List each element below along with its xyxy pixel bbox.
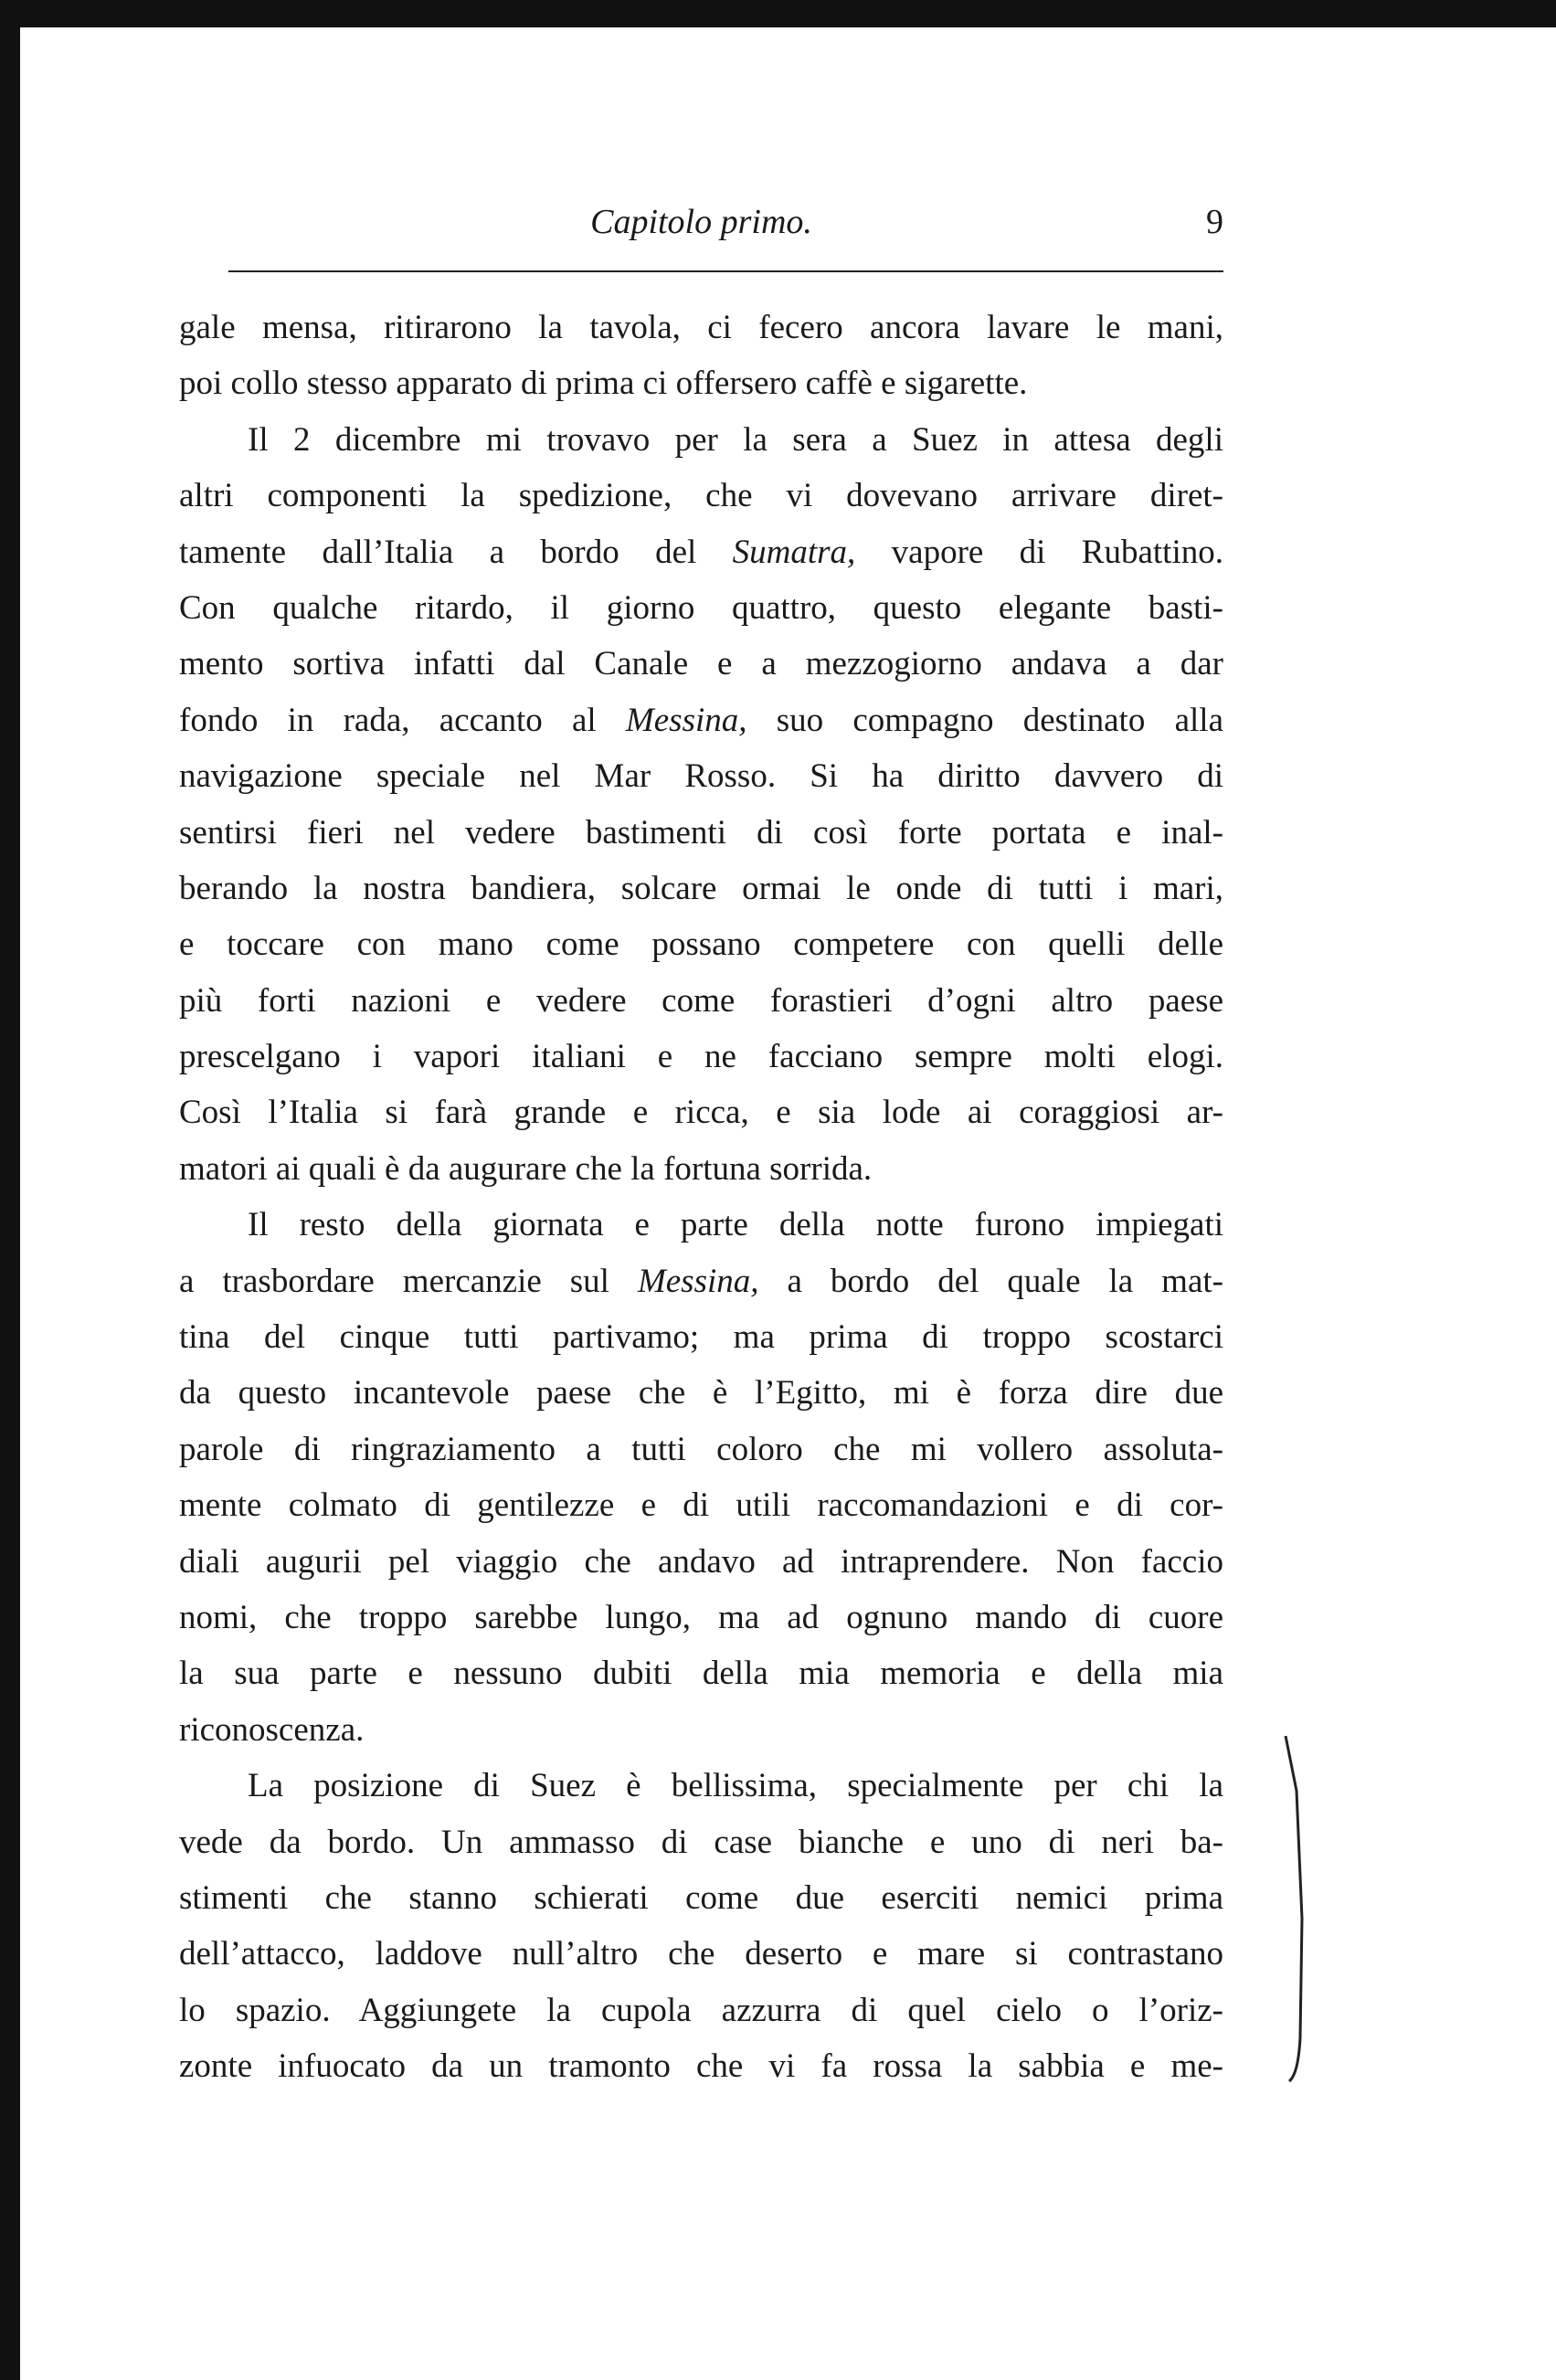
text-line [179,300,1223,355]
text-segment: Il 2 dicembre mi trovavo per la sera a Suez in attesa degli [248,420,1223,459]
text-segment: e toccare con mano come possano competere con quelli delle [179,926,1223,964]
text-segment: mente colmato di gentilezze e di utili raccomandazioni e di cor- [179,1486,1223,1525]
text-line [179,1983,1223,2038]
text-line [179,1029,1223,1084]
text-segment: stimenti che stanno schierati come due eserciti nemici prima [179,1878,1223,1917]
text-segment: poi collo stesso apparato di prima ci offersero caffè e sigarette. [179,365,1028,403]
text-segment: Con qualche ritardo, il giorno quattro, questo elegante basti- [179,588,1223,627]
text-line [179,1702,1223,1758]
text-segment: parole di ringraziamento a tutti coloro che mi vollero assoluta- [179,1430,1223,1468]
text-segment: berando la nostra bandiera, solcare ormai le onde di tutti i mari, [179,869,1223,907]
italic-ship-name: Sumatra, [732,533,856,571]
text-line [179,1645,1223,1701]
text-segment: tina del cinque tutti partivamo; ma prima di troppo scostarci [179,1318,1223,1357]
text-segment: nomi, che troppo sarebbe lungo, ma ad ognuno mando di cuore [179,1598,1223,1636]
text-line [179,1534,1223,1590]
running-title: Capitolo primo. [590,203,812,241]
text-segment: dell’attacco, laddove null’altro che deserto e mare si contrastano [179,1935,1223,1973]
italic-ship-name: Messina, [625,701,747,739]
text-segment: vede da bordo. Un ammasso di case bianche e uno di neri ba- [179,1823,1223,1861]
text-line [179,636,1223,692]
text-line [179,973,1223,1029]
text-line [179,1926,1223,1982]
scan-border-top [0,0,1556,27]
text-line [179,916,1223,972]
text-segment: lo spazio. Aggiungete la cupola azzurra di quel cielo o l’oriz- [179,1991,1223,2029]
text-line [179,805,1223,861]
text-line [179,1590,1223,1645]
text-segment: matori ai quali è da augurare che la fortuna sorrida. [179,1149,873,1188]
text-segment: riconoscenza. [179,1710,365,1749]
text-segment: tamente dall’Italia a bordo del [179,533,733,571]
text-line [179,1422,1223,1477]
text-line [179,1141,1223,1197]
text-segment: zonte infuocato da un tramonto che vi fa rossa la sabbia e me- [179,2047,1223,2086]
text-line [179,861,1223,916]
text-segment: gale mensa, ritirarono la tavola, ci fecero ancora lavare le mani, [179,309,1223,346]
text-segment: La posizione di Suez è bellissima, specialmente per chi la [248,1767,1223,1805]
text-segment: diali augurii pel viaggio che andavo ad intraprendere. Non faccio [179,1542,1223,1581]
scan-border-left [0,0,20,2380]
text-segment: più forti nazioni e vedere come forastieri d’ogni altro paese [179,981,1223,1020]
text-segment: fondo in rada, accanto al [179,701,626,739]
text-line [179,1084,1223,1140]
text-segment: altri componenti la spedizione, che vi dovevano arrivare diret- [179,477,1223,515]
page-number: 9 [1206,203,1223,241]
text-segment: vapore di Rubattino. [855,533,1223,571]
text-line [179,355,1223,411]
text-segment: a trasbordare mercanzie sul [179,1262,638,1300]
text-line [179,412,1223,468]
text-line [179,1758,1223,1814]
text-line [179,1477,1223,1533]
text-segment: la sua parte e nessuno dubiti della mia memoria e della mia [179,1655,1223,1693]
text-line [179,1309,1223,1365]
italic-ship-name: Messina, [637,1262,759,1300]
page-header [179,196,1223,251]
text-segment: Così l’Italia si farà grande e ricca, e sia lode ai coraggiosi ar- [179,1094,1223,1132]
text-line [179,748,1223,804]
body-text [179,300,1223,2095]
text-segment: mento sortiva infatti dal Canale e a mezzogiorno andava a dar [179,645,1223,683]
margin-pencil-mark [1284,1736,1311,2083]
text-line [179,1814,1223,1870]
text-segment: a bordo del quale la mat- [758,1262,1223,1300]
text-line [179,1365,1223,1421]
text-line [179,580,1223,636]
text-segment: navigazione speciale nel Mar Rosso. Si ha diritto davvero di [179,757,1223,796]
text-line [179,693,1223,748]
text-line [179,1197,1223,1253]
text-line [179,2038,1223,2094]
text-segment: prescelgano i vapori italiani e ne facciano sempre molti elogi. [179,1038,1223,1076]
text-segment: da questo incantevole paese che è l’Egitto, mi è forza dire due [179,1374,1223,1412]
text-line [179,1870,1223,1926]
text-line [179,1253,1223,1309]
text-segment: suo compagno destinato alla [746,701,1223,739]
text-segment: sentirsi fieri nel vedere bastimenti di così forte portata e inal- [179,813,1223,852]
text-line [179,468,1223,524]
text-line [179,524,1223,580]
text-segment: Il resto della giornata e parte della notte furono impiegati [248,1206,1223,1244]
header-rule [228,270,1223,272]
